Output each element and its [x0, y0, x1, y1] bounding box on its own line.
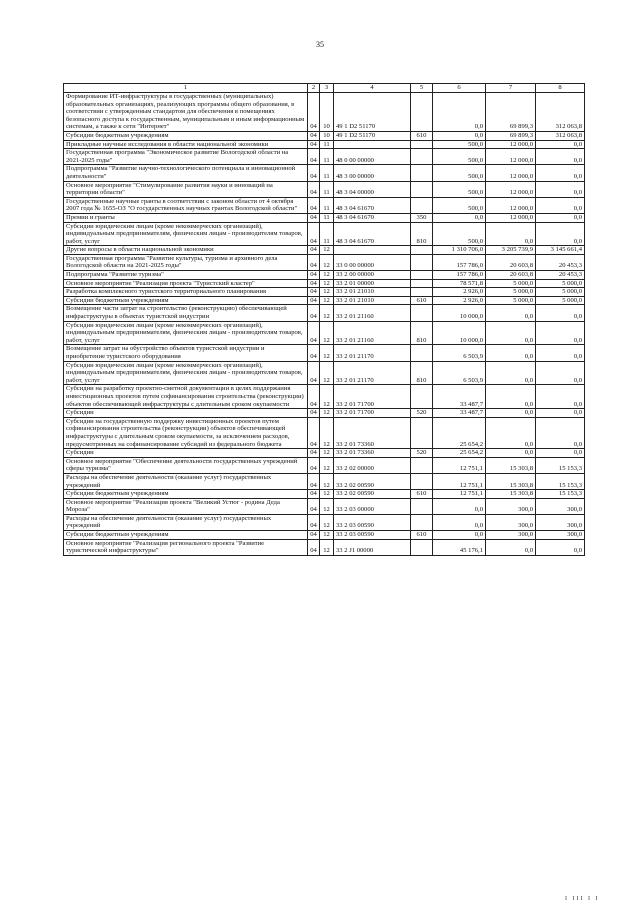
amount-col6: 500,0: [433, 222, 486, 246]
row-name: Возмещение части затрат на строительство (реконструкцию) обеспечивающей инфраструктуры в объектах туристской индустрии: [64, 305, 308, 321]
target-article-code: 33 2 01 21160: [334, 305, 411, 321]
target-article-code: 33 2 02 00000: [334, 457, 411, 473]
amount-col8: 0,0: [536, 213, 585, 222]
section-code: 04: [308, 181, 320, 197]
subsection-code: 11: [320, 222, 334, 246]
amount-col8: 0,0: [536, 385, 585, 409]
row-name: Основное мероприятие "Стимулирование развития науки и инноваций на территории области": [64, 181, 308, 197]
subsection-code: 12: [320, 279, 334, 288]
expense-type-code: [411, 473, 433, 489]
section-code: 04: [308, 197, 320, 213]
row-name: Государственная программа "Развитие культуры, туризма и архивного дела Вологодской области на 2021-2025 годы": [64, 254, 308, 270]
row-name: Основное мероприятие "Реализация проекта "Великий Устюг - родина Деда Мороза": [64, 498, 308, 514]
subsection-code: 12: [320, 449, 334, 458]
amount-col7: 12 000,0: [486, 181, 536, 197]
target-article-code: 33 2 01 71700: [334, 409, 411, 418]
expense-type-code: [411, 165, 433, 181]
amount-col6: 6 503,9: [433, 345, 486, 361]
row-name: Премии и гранты: [64, 213, 308, 222]
row-name: Субсидии бюджетным учреждениям: [64, 131, 308, 140]
subsection-code: 10: [320, 131, 334, 140]
table-row: [64, 254, 585, 270]
row-name: Формирование ИТ-инфраструктуры в государственных (муниципальных) образовательных организациях, реализующих программы общего образования, в соответствии с утвержденным стандартом для обеспечения в помещениях безопасного доступа к государственным, муниципальным и иным информационным системам, а также к сети "Интернет": [64, 93, 308, 132]
amount-col6: 2 926,0: [433, 296, 486, 305]
amount-col8: 0,0: [536, 222, 585, 246]
subsection-code: 12: [320, 473, 334, 489]
section-code: 04: [308, 449, 320, 458]
subsection-code: 12: [320, 539, 334, 555]
row-name: Возмещение затрат на обустройство объектов туристской индустрии и приобретение туристского оборудования: [64, 345, 308, 361]
amount-col6: 157 786,0: [433, 271, 486, 280]
row-name: Разработка комплексного туристского территориального планирования: [64, 288, 308, 297]
amount-col7: 5 000,0: [486, 296, 536, 305]
section-code: 04: [308, 131, 320, 140]
amount-col6: 12 751,1: [433, 473, 486, 489]
amount-col6: 10 000,0: [433, 305, 486, 321]
amount-col6: 78 571,8: [433, 279, 486, 288]
amount-col8: 300,0: [536, 498, 585, 514]
row-name: Основное мероприятие "Реализация проекта "Туристский кластер": [64, 279, 308, 288]
table-row: [64, 531, 585, 540]
table-row: [64, 345, 585, 361]
expense-type-code: [411, 279, 433, 288]
amount-col8: 0,0: [536, 417, 585, 448]
expense-type-code: 610: [411, 131, 433, 140]
amount-col6: 33 487,7: [433, 385, 486, 409]
amount-col7: 0,0: [486, 409, 536, 418]
amount-col8: 5 000,0: [536, 288, 585, 297]
expense-type-code: 810: [411, 321, 433, 345]
expense-type-code: 610: [411, 296, 433, 305]
amount-col8: 20 453,3: [536, 254, 585, 270]
expense-type-code: [411, 93, 433, 132]
row-name: Субсидии юридическим лицам (кроме некоммерческих организаций), индивидуальным предпринимателям, физическим лицам - производителям товаров, работ, услуг: [64, 222, 308, 246]
row-name: Расходы на обеспечение деятельности (оказание услуг) государственных учреждений: [64, 473, 308, 489]
amount-col7: 12 000,0: [486, 165, 536, 181]
target-article-code: 33 0 00 00000: [334, 254, 411, 270]
target-article-code: 48 3 04 61670: [334, 213, 411, 222]
target-article-code: 33 2 01 21010: [334, 296, 411, 305]
amount-col7: 0,0: [486, 305, 536, 321]
target-article-code: 49 1 D2 51170: [334, 93, 411, 132]
amount-col6: 500,0: [433, 197, 486, 213]
amount-col8: 5 000,0: [536, 279, 585, 288]
target-article-code: 33 2 01 21010: [334, 288, 411, 297]
table-row: [64, 514, 585, 530]
table-row: [64, 246, 585, 255]
row-name: Государственная программа "Экономическое развитие Вологодской области на 2021-2025 годы": [64, 149, 308, 165]
target-article-code: 49 1 D2 51170: [334, 131, 411, 140]
amount-col6: 500,0: [433, 181, 486, 197]
table-row: [64, 321, 585, 345]
row-name: Субсидии бюджетным учреждениям: [64, 490, 308, 499]
row-name: Субсидии бюджетным учреждениям: [64, 296, 308, 305]
section-code: 04: [308, 490, 320, 499]
amount-col7: 0,0: [486, 361, 536, 385]
header-cell: 7: [486, 84, 536, 93]
amount-col6: 0,0: [433, 213, 486, 222]
amount-col6: 500,0: [433, 140, 486, 149]
amount-col7: 5 000,0: [486, 288, 536, 297]
section-code: 04: [308, 531, 320, 540]
amount-col6: 25 654,2: [433, 417, 486, 448]
amount-col8: 0,0: [536, 165, 585, 181]
row-name: Субсидии: [64, 449, 308, 458]
expense-type-code: [411, 288, 433, 297]
amount-col7: 15 303,8: [486, 490, 536, 499]
table-row: [64, 288, 585, 297]
expense-type-code: [411, 417, 433, 448]
table-row: [64, 213, 585, 222]
expense-type-code: [411, 254, 433, 270]
expense-type-code: [411, 197, 433, 213]
row-name: Другие вопросы в области национальной экономики: [64, 246, 308, 255]
table-row: [64, 539, 585, 555]
subsection-code: 12: [320, 305, 334, 321]
expense-type-code: [411, 498, 433, 514]
section-code: 04: [308, 93, 320, 132]
target-article-code: 33 2 03 00590: [334, 514, 411, 530]
section-code: 04: [308, 165, 320, 181]
section-code: 04: [308, 271, 320, 280]
row-name: Основное мероприятие "Реализация регионального проекта "Развитие туристической инфраструктуры": [64, 539, 308, 555]
table-body: [64, 84, 585, 556]
header-cell: 2: [308, 84, 320, 93]
amount-col7: 12 000,0: [486, 197, 536, 213]
row-name: Субсидии юридическим лицам (кроме некоммерческих организаций), индивидуальным предпринимателям, физическим лицам - производителям товаров, работ, услуг: [64, 361, 308, 385]
amount-col6: 12 751,1: [433, 490, 486, 499]
row-name: Субсидии юридическим лицам (кроме некоммерческих организаций), индивидуальным предпринимателям, физическим лицам - производителям товаров, работ, услуг: [64, 321, 308, 345]
amount-col6: 157 786,0: [433, 254, 486, 270]
amount-col6: 500,0: [433, 149, 486, 165]
expense-type-code: 350: [411, 213, 433, 222]
amount-col8: 3 145 661,4: [536, 246, 585, 255]
expense-type-code: [411, 457, 433, 473]
amount-col8: 0,0: [536, 149, 585, 165]
amount-col8: 5 000,0: [536, 296, 585, 305]
section-code: 04: [308, 222, 320, 246]
amount-col7: 3 205 739,9: [486, 246, 536, 255]
table-row: [64, 409, 585, 418]
section-code: 04: [308, 279, 320, 288]
table-row: [64, 131, 585, 140]
section-code: 04: [308, 539, 320, 555]
target-article-code: [334, 246, 411, 255]
target-article-code: 33 2 01 21160: [334, 321, 411, 345]
subsection-code: 11: [320, 140, 334, 149]
target-article-code: 33 2 02 00590: [334, 490, 411, 499]
row-name: Субсидии: [64, 409, 308, 418]
header-cell: 4: [334, 84, 411, 93]
footer-mark: I III I I: [565, 896, 600, 902]
section-code: 04: [308, 246, 320, 255]
amount-col7: 0,0: [486, 449, 536, 458]
section-code: 04: [308, 140, 320, 149]
amount-col8: 300,0: [536, 514, 585, 530]
amount-col7: 300,0: [486, 498, 536, 514]
amount-col8: 0,0: [536, 197, 585, 213]
row-name: Государственные научные гранты в соответствии с законом области от 4 октября 2007 года № 1655-ОЗ "О государственных научных грантах Вологодской области": [64, 197, 308, 213]
section-code: 04: [308, 149, 320, 165]
table-row: [64, 449, 585, 458]
amount-col7: 69 899,3: [486, 93, 536, 132]
expense-type-code: 520: [411, 449, 433, 458]
table-row: [64, 197, 585, 213]
amount-col7: 12 000,0: [486, 149, 536, 165]
header-cell: 1: [64, 84, 308, 93]
header-cell: 3: [320, 84, 334, 93]
table-row: [64, 165, 585, 181]
amount-col6: 0,0: [433, 93, 486, 132]
table-row: [64, 222, 585, 246]
target-article-code: 33 2 03 00590: [334, 531, 411, 540]
table-row: [64, 149, 585, 165]
amount-col8: 0,0: [536, 181, 585, 197]
amount-col8: 0,0: [536, 539, 585, 555]
amount-col8: 0,0: [536, 305, 585, 321]
row-name: Субсидии на разработку проектно-сметной документации в целях поддержания инвестиционных проектов путем софинансирования строительства (реконструкции) объектов обеспечивающей инфраструктуры с длительным сроком окупаемости: [64, 385, 308, 409]
target-article-code: 48 3 04 00000: [334, 181, 411, 197]
amount-col8: 15 153,3: [536, 490, 585, 499]
section-code: 04: [308, 385, 320, 409]
amount-col7: 0,0: [486, 385, 536, 409]
amount-col6: 33 487,7: [433, 409, 486, 418]
section-code: 04: [308, 296, 320, 305]
header-cell: 6: [433, 84, 486, 93]
row-name: Подпрограмма "Развитие туризма": [64, 271, 308, 280]
amount-col6: 500,0: [433, 165, 486, 181]
subsection-code: 11: [320, 165, 334, 181]
row-name: Расходы на обеспечение деятельности (оказание услуг) государственных учреждений: [64, 514, 308, 530]
header-cell: 5: [411, 84, 433, 93]
subsection-code: 12: [320, 321, 334, 345]
section-code: 04: [308, 457, 320, 473]
target-article-code: 33 2 01 21170: [334, 361, 411, 385]
amount-col6: 1 310 706,0: [433, 246, 486, 255]
amount-col6: 12 751,1: [433, 457, 486, 473]
target-article-code: 33 2 03 00000: [334, 498, 411, 514]
amount-col8: 0,0: [536, 449, 585, 458]
amount-col7: 0,0: [486, 222, 536, 246]
section-code: 04: [308, 417, 320, 448]
amount-col7: 300,0: [486, 514, 536, 530]
expense-type-code: [411, 246, 433, 255]
target-article-code: 48 0 00 00000: [334, 149, 411, 165]
amount-col8: 0,0: [536, 321, 585, 345]
subsection-code: 11: [320, 213, 334, 222]
subsection-code: 12: [320, 417, 334, 448]
target-article-code: 33 2 01 73360: [334, 449, 411, 458]
subsection-code: 12: [320, 409, 334, 418]
table-row: [64, 417, 585, 448]
subsection-code: 12: [320, 361, 334, 385]
row-name: Субсидии на государственную поддержку инвестиционных проектов путем софинансирования строительства (реконструкции) объектов обеспечивающей инфраструктуры с длительным сроком окупаемости, за исключением расходов, предусмотренных на софинансирование субсидий из федерального бюджета: [64, 417, 308, 448]
target-article-code: 33 2 01 73360: [334, 417, 411, 448]
table-row: [64, 279, 585, 288]
amount-col6: 45 176,1: [433, 539, 486, 555]
amount-col8: 15 153,3: [536, 457, 585, 473]
table-row: [64, 305, 585, 321]
subsection-code: 12: [320, 271, 334, 280]
subsection-code: 12: [320, 531, 334, 540]
amount-col6: 0,0: [433, 514, 486, 530]
subsection-code: 12: [320, 254, 334, 270]
amount-col8: 20 453,3: [536, 271, 585, 280]
subsection-code: 12: [320, 490, 334, 499]
expense-type-code: [411, 539, 433, 555]
target-article-code: 33 2 00 00000: [334, 271, 411, 280]
table-row: [64, 490, 585, 499]
target-article-code: 33 2 01 00000: [334, 279, 411, 288]
expense-type-code: [411, 385, 433, 409]
amount-col8: 312 063,8: [536, 131, 585, 140]
section-code: 04: [308, 288, 320, 297]
row-name: Прикладные научные исследования в области национальной экономики: [64, 140, 308, 149]
target-article-code: 33 2 01 71700: [334, 385, 411, 409]
amount-col7: 15 303,8: [486, 473, 536, 489]
target-article-code: 33 2 01 21170: [334, 345, 411, 361]
amount-col7: 12 000,0: [486, 140, 536, 149]
subsection-code: 12: [320, 457, 334, 473]
amount-col8: 0,0: [536, 345, 585, 361]
subsection-code: 12: [320, 514, 334, 530]
table-row: [64, 140, 585, 149]
amount-col6: 6 503,9: [433, 361, 486, 385]
table-row: [64, 181, 585, 197]
expense-type-code: 610: [411, 490, 433, 499]
amount-col8: 0,0: [536, 409, 585, 418]
section-code: 04: [308, 254, 320, 270]
table-row: [64, 473, 585, 489]
table-row: [64, 498, 585, 514]
amount-col7: 0,0: [486, 321, 536, 345]
section-code: 04: [308, 345, 320, 361]
table-row: [64, 361, 585, 385]
subsection-code: 12: [320, 246, 334, 255]
section-code: 04: [308, 514, 320, 530]
subsection-code: 12: [320, 385, 334, 409]
amount-col6: 0,0: [433, 531, 486, 540]
section-code: 04: [308, 321, 320, 345]
amount-col7: 20 603,8: [486, 271, 536, 280]
amount-col8: 300,0: [536, 531, 585, 540]
row-name: Субсидии бюджетным учреждениям: [64, 531, 308, 540]
header-row: [64, 84, 585, 93]
subsection-code: 11: [320, 197, 334, 213]
subsection-code: 10: [320, 93, 334, 132]
section-code: 04: [308, 409, 320, 418]
expense-type-code: 810: [411, 361, 433, 385]
expense-type-code: [411, 305, 433, 321]
section-code: 04: [308, 305, 320, 321]
target-article-code: 48 3 00 00000: [334, 165, 411, 181]
amount-col6: 2 926,0: [433, 288, 486, 297]
row-name: Основное мероприятие "Обеспечение деятельности государственных учреждений сферы туризма": [64, 457, 308, 473]
amount-col7: 20 603,8: [486, 254, 536, 270]
amount-col8: 0,0: [536, 140, 585, 149]
expense-type-code: [411, 149, 433, 165]
amount-col7: 69 899,3: [486, 131, 536, 140]
amount-col7: 0,0: [486, 345, 536, 361]
section-code: 04: [308, 498, 320, 514]
amount-col6: 0,0: [433, 498, 486, 514]
subsection-code: 12: [320, 296, 334, 305]
table-row: [64, 457, 585, 473]
amount-col6: 25 654,2: [433, 449, 486, 458]
subsection-code: 12: [320, 288, 334, 297]
target-article-code: 33 2 J1 00000: [334, 539, 411, 555]
expense-type-code: [411, 345, 433, 361]
subsection-code: 11: [320, 181, 334, 197]
expense-type-code: [411, 514, 433, 530]
expense-type-code: [411, 181, 433, 197]
table-row: [64, 385, 585, 409]
expense-type-code: 610: [411, 531, 433, 540]
section-code: 04: [308, 213, 320, 222]
expense-type-code: [411, 271, 433, 280]
budget-table: [63, 83, 585, 556]
target-article-code: 48 3 04 61670: [334, 197, 411, 213]
amount-col7: 15 303,8: [486, 457, 536, 473]
section-code: 04: [308, 473, 320, 489]
table-row: [64, 296, 585, 305]
amount-col6: 0,0: [433, 131, 486, 140]
header-cell: 8: [536, 84, 585, 93]
table-row: [64, 93, 585, 132]
amount-col7: 12 000,0: [486, 213, 536, 222]
subsection-code: 11: [320, 149, 334, 165]
page-number: 35: [316, 40, 324, 49]
amount-col8: 15 153,3: [536, 473, 585, 489]
amount-col7: 0,0: [486, 539, 536, 555]
amount-col6: 10 000,0: [433, 321, 486, 345]
expense-type-code: 810: [411, 222, 433, 246]
expense-type-code: [411, 140, 433, 149]
target-article-code: 48 3 04 61670: [334, 222, 411, 246]
target-article-code: [334, 140, 411, 149]
amount-col7: 5 000,0: [486, 279, 536, 288]
amount-col8: 312 063,8: [536, 93, 585, 132]
amount-col7: 0,0: [486, 417, 536, 448]
target-article-code: 33 2 02 00590: [334, 473, 411, 489]
amount-col8: 0,0: [536, 361, 585, 385]
subsection-code: 12: [320, 498, 334, 514]
amount-col7: 300,0: [486, 531, 536, 540]
section-code: 04: [308, 361, 320, 385]
expense-type-code: 520: [411, 409, 433, 418]
row-name: Подпрограмма "Развитие научно-технологического потенциала и инновационной деятельности": [64, 165, 308, 181]
subsection-code: 12: [320, 345, 334, 361]
table-row: [64, 271, 585, 280]
